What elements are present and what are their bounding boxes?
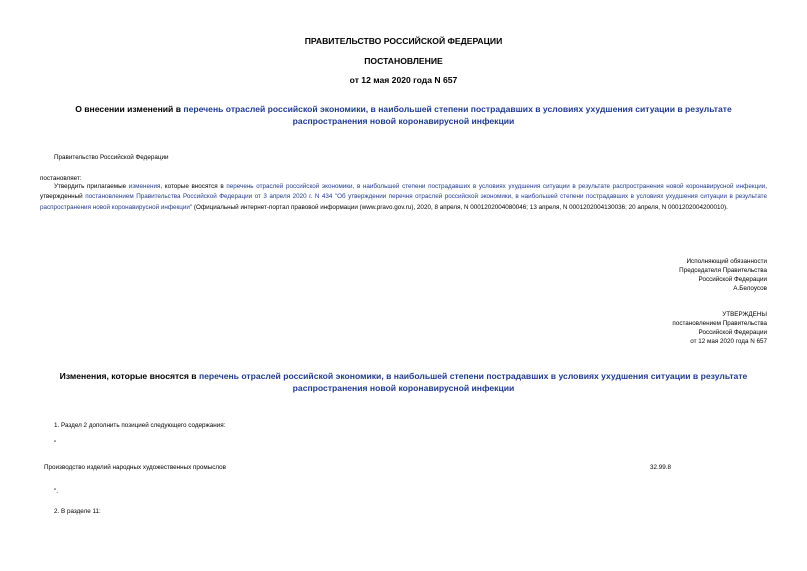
item-2: 2. В разделе 11: xyxy=(54,508,101,515)
p1-prefix: Утвердить прилагаемые xyxy=(54,183,129,190)
document-date: от 12 мая 2020 года N 657 xyxy=(349,75,458,85)
item-1: 1. Раздел 2 дополнить позицией следующего содержания: xyxy=(54,422,226,429)
document-type: ПОСТАНОВЛЕНИЕ xyxy=(364,56,443,66)
table-row-code: 32.99.8 xyxy=(650,464,672,471)
government-line: Правительство Российской Федерации xyxy=(54,154,169,161)
signature-block xyxy=(467,258,767,294)
title-link[interactable]: перечень отраслей российской экономики, в наибольшей степени пострадавших в условиях ухудшения ситуации в результате распространения новой коронавирусной инфекции xyxy=(183,104,732,126)
p1-mid1: , которые вносятся в xyxy=(160,183,227,190)
changes-title xyxy=(40,371,767,394)
p1-mid2: , утвержденный xyxy=(40,183,767,201)
list-link[interactable]: перечень отраслей российской экономики, в наибольшей степени пострадавших в условиях ухудшения ситуации в результате распространения новой коронавирусной инфекции xyxy=(226,183,766,190)
approved-line1: УТВЕРЖДЕНЫ xyxy=(722,311,767,318)
approved-line2: постановлением Правительства xyxy=(672,319,767,327)
signature-line2: Председателя Правительства xyxy=(679,266,767,274)
main-paragraph xyxy=(40,182,767,213)
changes-link[interactable]: изменения xyxy=(128,183,161,190)
decides-line: постановляет: xyxy=(40,175,82,182)
government-name: ПРАВИТЕЛЬСТВО РОССИЙСКОЙ ФЕДЕРАЦИИ xyxy=(304,36,503,46)
approved-block xyxy=(467,311,767,347)
title-prefix: О внесении изменений в xyxy=(75,104,184,114)
close-quote: ". xyxy=(54,488,58,495)
approved-line4: от 12 мая 2020 года N 657 xyxy=(690,337,767,345)
changes-title-link[interactable]: перечень отраслей российской экономики, в наибольшей степени пострадавших в условиях ухудшения ситуации в результате распространения новой коронавирусной инфекции xyxy=(198,371,748,393)
document-title xyxy=(40,104,767,127)
p1-suffix: (Официальный интернет-портал правовой информации (www.pravo.gov.ru), 2020, 8 апреля, N 0001202004080046; 13 апреля, N 0001202004130036; 20 апреля, N 0001202004200010). xyxy=(192,203,728,211)
table-row-name: Производство изделий народных художественных промыслов xyxy=(44,464,227,471)
signature-line3: Российской Федерации xyxy=(698,275,767,283)
signature-name: А.Белоусов xyxy=(733,284,767,292)
changes-title-prefix: Изменения, которые вносятся в xyxy=(59,371,199,381)
signature-line1: Исполняющий обязанности xyxy=(686,258,767,265)
approved-line3: Российской Федерации xyxy=(698,328,767,336)
resolution-434-link[interactable]: постановлением Правительства Российской Федерации от 3 апреля 2020 г. N 434 "Об утверждении перечня отраслей российской экономики, в наибольшей степени пострадавших в условиях ухудшения ситуации в результате распространения новой коронавирусной инфекции" xyxy=(40,193,767,211)
open-quote: " xyxy=(54,440,57,447)
